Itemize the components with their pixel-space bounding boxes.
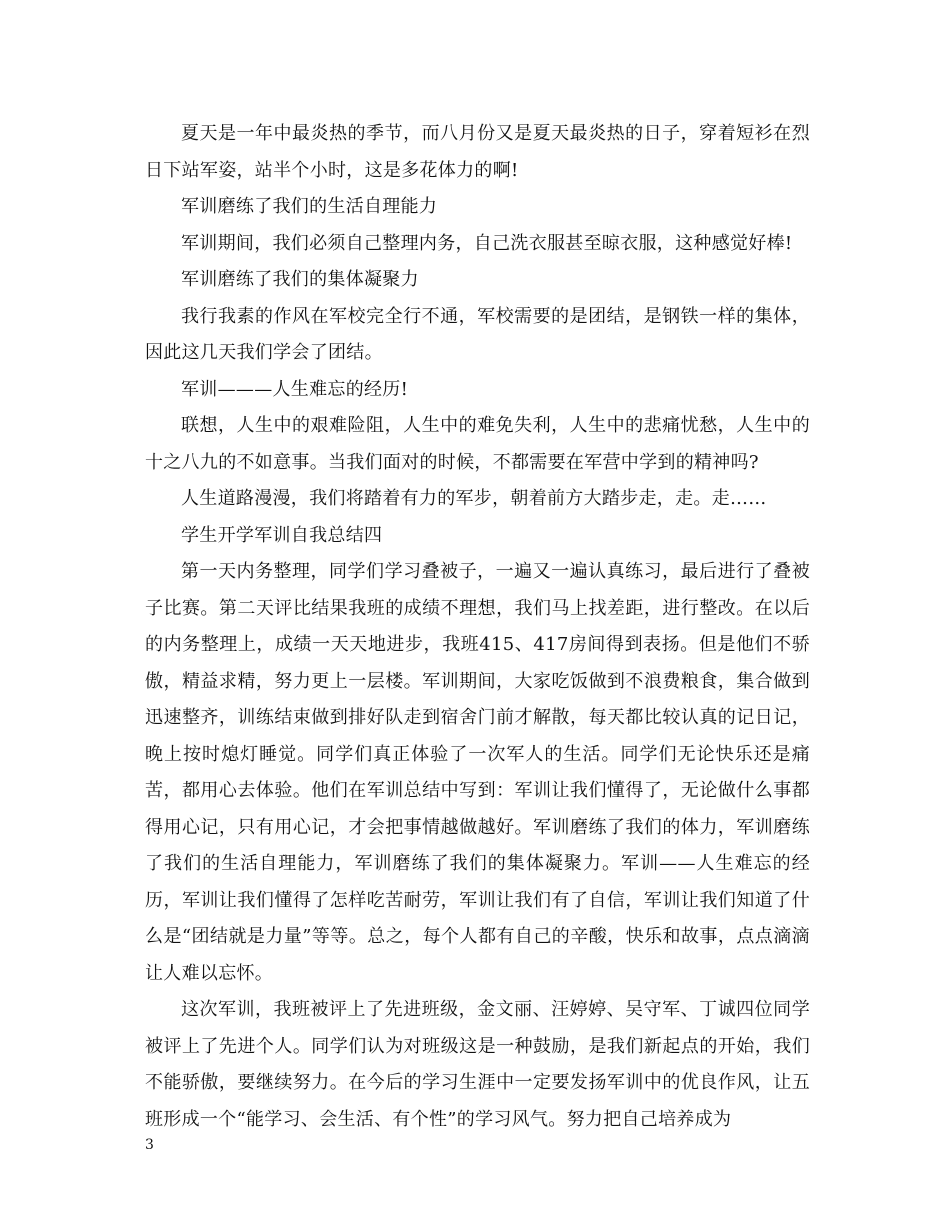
section-heading: 军训———人生难忘的经历! <box>181 378 409 400</box>
paragraph: 第一天内务整理，同学们学习叠被子，一遍又一遍认真练习，最后进行了叠被子比赛。第二天评比结果我班的成绩不理想，我们马上找差距，进行整改。在以后的内务整理上，成绩一天天地进步，我班415、417房间得到表扬。但是他们不骄傲，精益求精，努力更上一层楼。军训期间，大家吃饭做到不浪费粮食，集合做到迅速整齐，训练结束做到排好队走到宿舍门前才解散，每天都比较认真的记日记，晚上按时熄灯睡觉。同学们真正体验了一次军人的生活。同学们无论快乐还是痛苦，都用心去体验。他们在军训总结中写到：军训让我们懂得了，无论做什么事都得用心记，只有用心记，才会把事情越做越好。军训磨练了我们的体力，军训磨练了我们的生活自理能力，军训磨练了我们的集体凝聚力。军训——人生难忘的经历，军训让我们懂得了怎样吃苦耐劳，军训让我们有了自信，军训让我们知道了什么是“团结就是力量”等等。总之，每个人都有自己的辛酸，快乐和故事，点点滴滴让人难以忘怀。 <box>145 561 810 984</box>
document-body <box>145 116 810 1138</box>
page-number: 3 <box>145 1137 154 1153</box>
section-heading: 军训磨练了我们的集体凝聚力 <box>181 269 419 290</box>
paragraph: 联想，人生中的艰难险阻，人生中的难免失利，人生中的悲痛忧愁，人生中的十之八九的不如意事。当我们面对的时候，不都需要在军营中学到的精神吗? <box>145 415 810 473</box>
paragraph: 我行我素的作风在军校完全行不通，军校需要的是团结，是钢铁一样的集体，因此这几天我们学会了团结。 <box>145 305 810 363</box>
paragraph: 人生道路漫漫，我们将踏着有力的军步，朝着前方大踏步走，走。走…… <box>181 488 767 509</box>
paragraph: 军训期间，我们必须自己整理内务，自己洗衣服甚至晾衣服，这种感觉好棒! <box>181 232 793 254</box>
section-heading: 军训磨练了我们的生活自理能力 <box>181 196 438 217</box>
paragraph: 这次军训，我班被评上了先进班级，金文丽、汪婷婷、吴守军、丁诚四位同学被评上了先进个人。同学们认为对班级这是一种鼓励，是我们新起点的开始，我们不能骄傲，要继续努力。在今后的学习生涯中一定要发扬军训中的优良作风，让五班形成一个“能学习、会生活、有个性”的学习风气。努力把自己培养成为 <box>145 999 810 1130</box>
paragraph: 夏天是一年中最炎热的季节，而八月份又是夏天最炎热的日子，穿着短衫在烈日下站军姿，站半个小时，这是多花体力的啊! <box>145 123 810 181</box>
section-heading: 学生开学军训自我总结四 <box>181 524 383 546</box>
